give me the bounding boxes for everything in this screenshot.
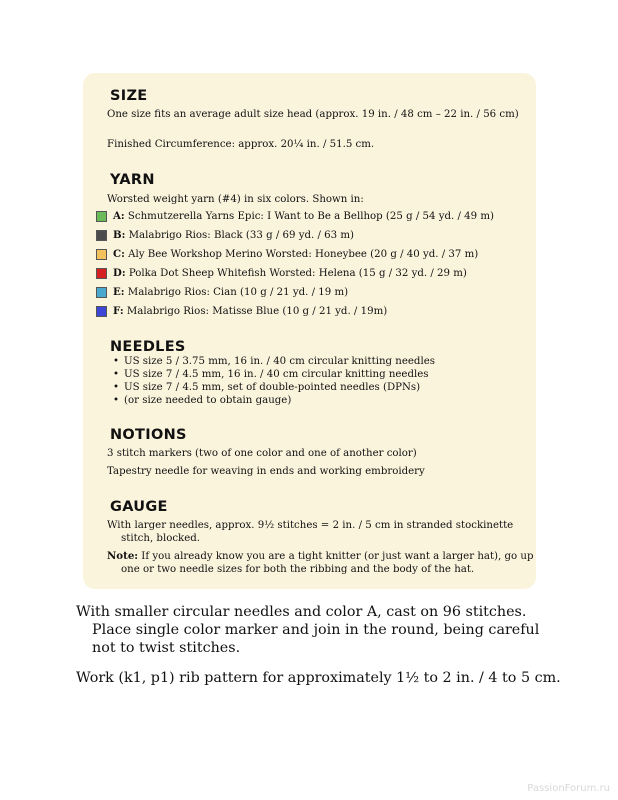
yarn-code: D: (113, 267, 126, 279)
notions-needle: Tapestry needle for weaving in ends and working embroidery (107, 466, 425, 477)
yarn-text: Schmutzerella Yarns Epic: I Want to Be a Bellhop (25 g / 54 yd. / 49 m) (124, 211, 494, 222)
gauge-description: With larger needles, approx. 9½ stitches = 2 in. / 5 cm in stranded stockinette stitch, blocked. (107, 520, 514, 544)
needle-text: US size 7 / 4.5 mm, set of double-pointed needles (DPNs) (124, 382, 421, 393)
yarn-item-c (113, 248, 478, 260)
note-text: If you already know you are a tight knitter (or just want a larger hat), go up one or two needle sizes for both the ribbing and the body of the hat. (121, 551, 534, 575)
needle-text: (or size needed to obtain gauge) (124, 395, 292, 406)
color-swatch-f (96, 306, 107, 317)
size-description: One size fits an average adult size head (approx. 19 in. / 48 cm – 22 in. / 56 cm) (107, 109, 519, 120)
yarn-text: Malabrigo Rios: Black (33 g / 69 yd. / 63 m) (125, 230, 354, 241)
yarn-text: Polka Dot Sheep Whitefish Worsted: Helena (15 g / 32 yd. / 29 m) (125, 268, 467, 279)
yarn-code: A: (113, 210, 125, 222)
color-swatch-a (96, 211, 107, 222)
instruction-paragraph-2: Work (k1, p1) rib pattern for approximately 1½ to 2 in. / 4 to 5 cm. (76, 670, 561, 686)
yarn-code: E: (113, 286, 125, 298)
color-swatch-c (96, 249, 107, 260)
yarn-item-a (113, 210, 494, 222)
size-circumference: Finished Circumference: approx. 20¼ in. / 51.5 cm. (107, 139, 375, 150)
needles-heading: NEEDLES (110, 339, 186, 355)
yarn-heading: YARN (110, 172, 155, 188)
yarn-code: C: (113, 248, 125, 260)
yarn-item-e (113, 286, 348, 298)
color-swatch-e (96, 287, 107, 298)
yarn-text: Aly Bee Workshop Merino Worsted: Honeybee (20 g / 40 yd. / 37 m) (124, 249, 479, 260)
needle-text: US size 5 / 3.75 mm, 16 in. / 40 cm circular knitting needles (124, 356, 435, 367)
yarn-item-b (113, 229, 354, 241)
yarn-code: F: (113, 305, 124, 317)
watermark: PassionForum.ru (527, 783, 610, 794)
instruction-paragraph-1: With smaller circular needles and color A, cast on 96 stitches. Place single color marker and join in the round, being careful not to twist stitches. (76, 604, 540, 656)
yarn-code: B: (113, 229, 126, 241)
color-swatch-d (96, 268, 107, 279)
note-label: Note: (107, 550, 139, 562)
needle-item: • US size 7 / 4.5 mm, set of double-pointed needles (DPNs) (113, 382, 421, 393)
yarn-text: Malabrigo Rios: Matisse Blue (10 g / 21 yd. / 19m) (123, 306, 388, 317)
gauge-heading: GAUGE (110, 499, 168, 515)
yarn-intro: Worsted weight yarn (#4) in six colors. Shown in: (107, 194, 364, 205)
needle-item: • US size 7 / 4.5 mm, 16 in. / 40 cm circular knitting needles (113, 369, 429, 380)
yarn-item-d (113, 267, 467, 279)
size-heading: SIZE (110, 88, 148, 104)
gauge-note (107, 550, 541, 576)
needle-item: • US size 5 / 3.75 mm, 16 in. / 40 cm circular knitting needles (113, 356, 435, 367)
notions-markers: 3 stitch markers (two of one color and one of another color) (107, 448, 417, 459)
notions-heading: NOTIONS (110, 427, 187, 443)
yarn-text: Malabrigo Rios: Cian (10 g / 21 yd. / 19 m) (124, 287, 349, 298)
yarn-item-f (113, 305, 387, 317)
color-swatch-b (96, 230, 107, 241)
needle-item: • (or size needed to obtain gauge) (113, 395, 292, 406)
needle-text: US size 7 / 4.5 mm, 16 in. / 40 cm circular knitting needles (124, 369, 429, 380)
